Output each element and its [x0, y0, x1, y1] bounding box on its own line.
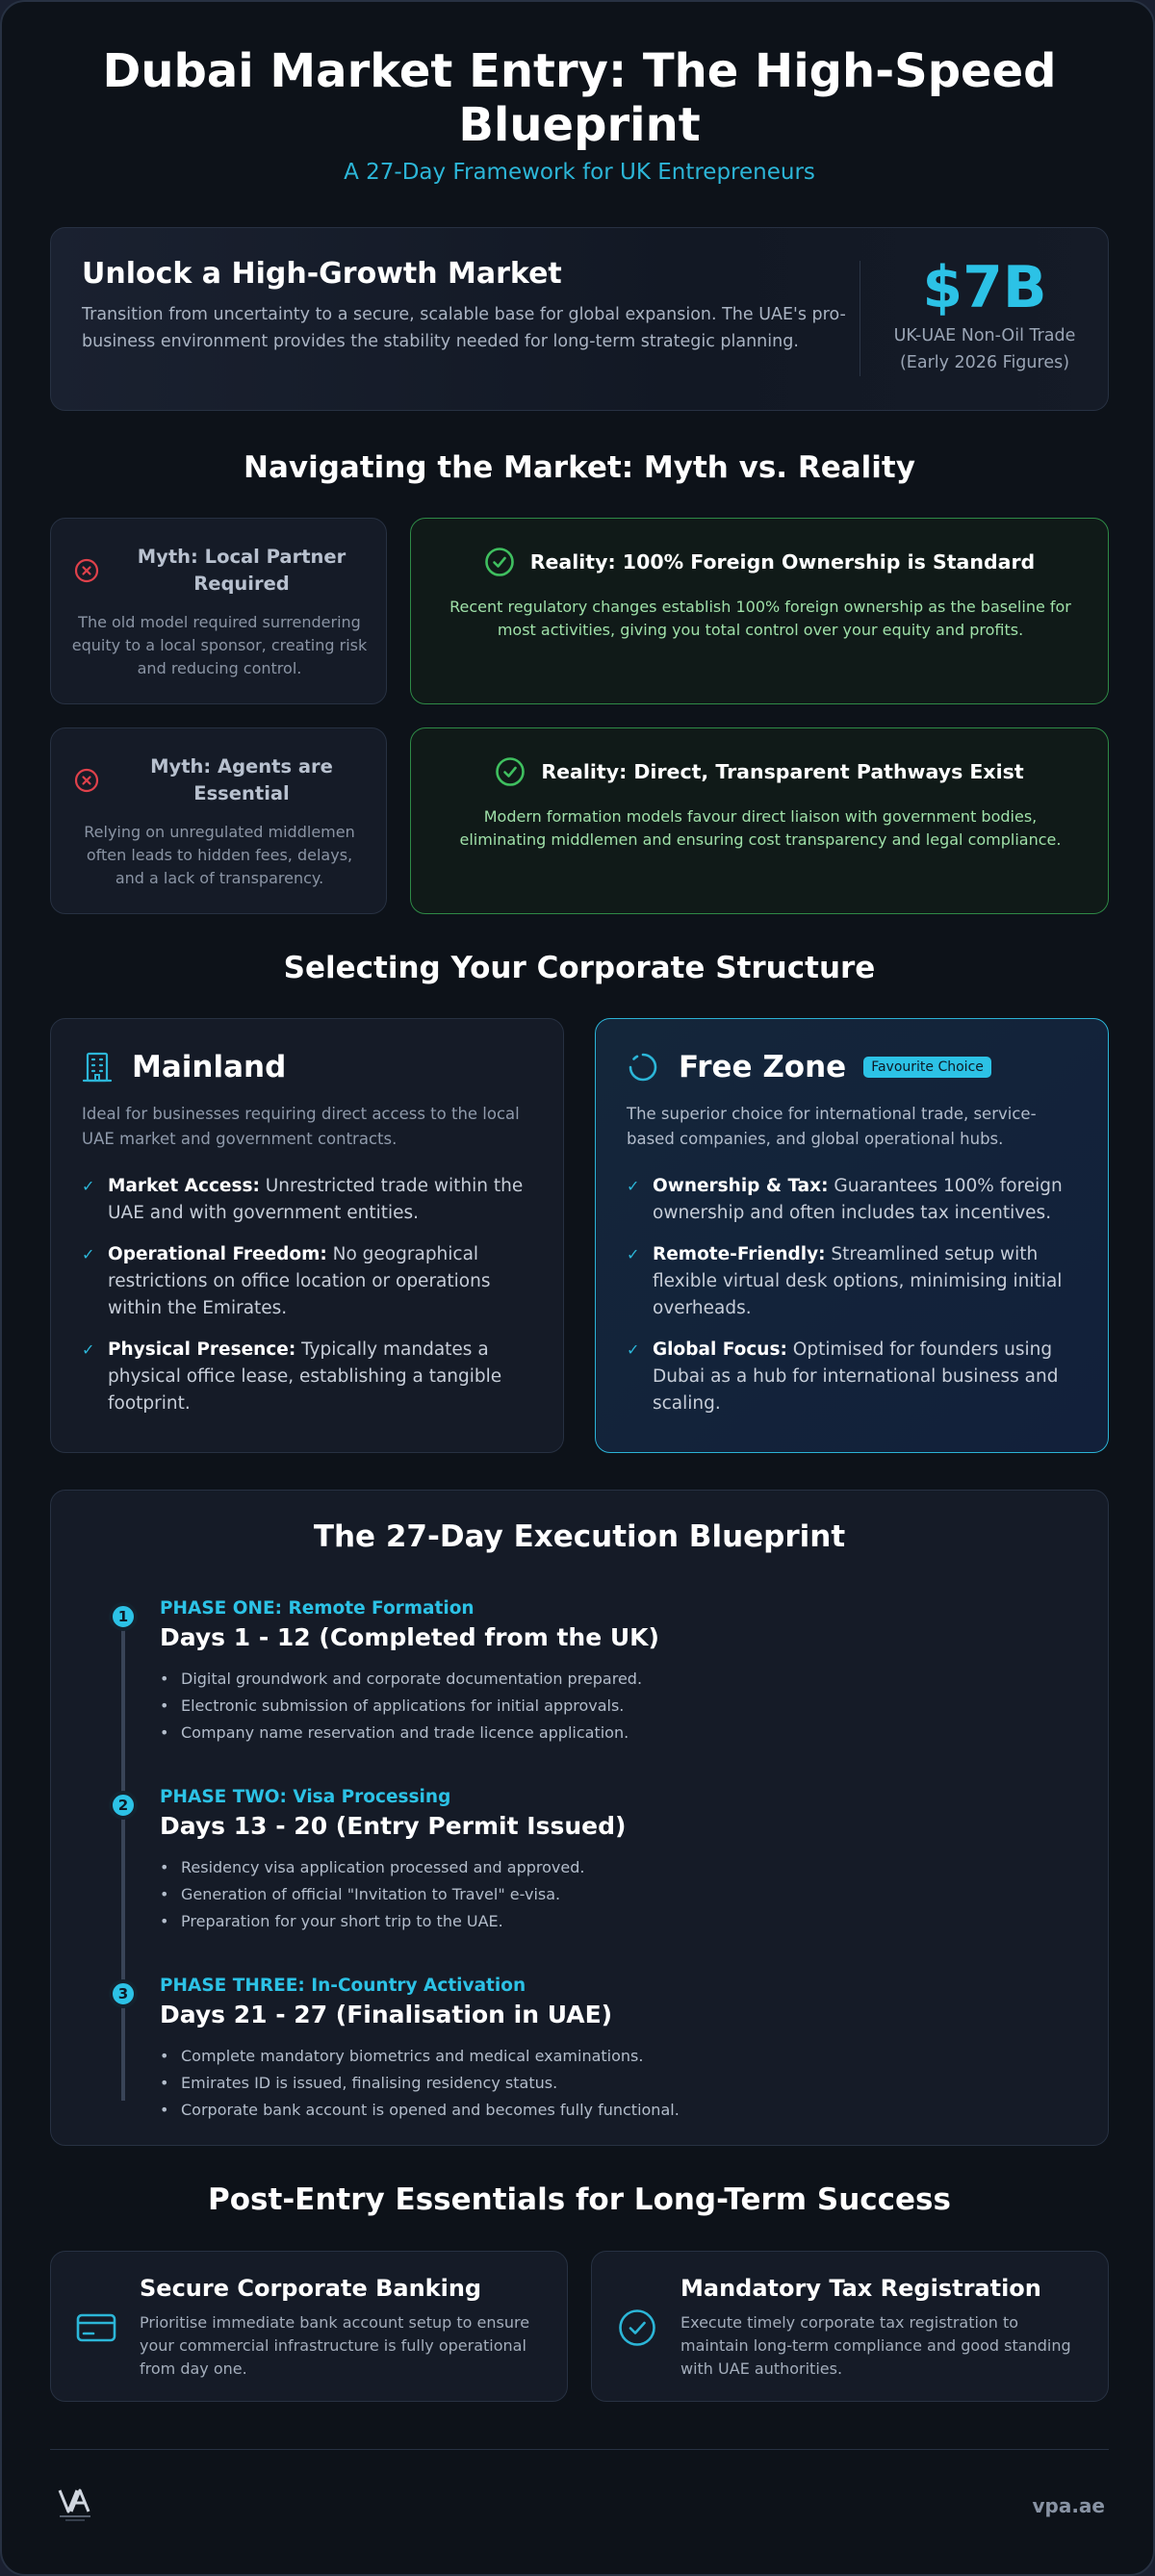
myth-card-agents — [50, 727, 387, 914]
list-item: ✓ Physical Presence: Typically mandates a physical office lease, establishing a tangible footprint. — [82, 1337, 534, 1417]
free-zone-title: Free Zone — [679, 1050, 847, 1084]
mainland-card — [50, 1018, 564, 1453]
trade-stat — [879, 254, 1091, 376]
list-item: • Emirates ID is issued, finalising residency status. — [160, 2070, 680, 2097]
list-item: • Residency visa application processed and approved. — [160, 1854, 584, 1881]
myth-title: Myth: Local Partner Required — [137, 546, 346, 595]
execution-timeline-card — [50, 1490, 1109, 2146]
hero — [2, 44, 1155, 185]
list-item: ✓ Ownership & Tax: Guarantees 100% foreign ownership and often includes tax incentives. — [627, 1173, 1079, 1227]
list-item: • Electronic submission of applications for initial approvals. — [160, 1693, 642, 1720]
structure-section-title: Selecting Your Corporate Structure — [283, 951, 876, 985]
check-icon: ✓ — [82, 1177, 95, 1195]
loader-icon — [627, 1051, 659, 1084]
tax-text: Execute timely corporate tax registration to maintain long-term compliance and good standing with UAE authorities. — [680, 2313, 1071, 2378]
free-zone-card — [595, 1018, 1109, 1453]
reality-text: Recent regulatory changes establish 100% foreign ownership as the baseline for most activities, giving you total control over your equity and profits. — [449, 598, 1071, 639]
phase-label: PHASE ONE: Remote Formation — [160, 1598, 475, 1619]
phase-label: PHASE TWO: Visa Processing — [160, 1787, 451, 1807]
check-circle-icon — [617, 2308, 657, 2348]
list-item: • Complete mandatory biometrics and medical examinations. — [160, 2043, 680, 2070]
myth-title: Myth: Agents are Essential — [150, 755, 333, 804]
unlock-description: Transition from uncertainty to a secure, scalable base for global expansion. The UAE's pro-business environment provides the stability needed for long-term strategic planning. — [82, 305, 846, 351]
credit-card-icon — [76, 2308, 116, 2348]
myth-text: Relying on unregulated middlemen often leads to hidden fees, delays, and a lack of transparency. — [84, 823, 355, 887]
check-icon: ✓ — [82, 1245, 95, 1263]
phase-number: 2 — [109, 1791, 138, 1820]
vpa-logo — [56, 2485, 94, 2523]
phase-task-list — [160, 1666, 642, 1747]
trade-stat-value: $7B — [922, 254, 1047, 321]
check-icon: ✓ — [627, 1177, 640, 1195]
myth-card-local-partner — [50, 518, 387, 704]
check-icon: ✓ — [82, 1340, 95, 1359]
reality-title: Reality: 100% Foreign Ownership is Standard — [529, 550, 1036, 574]
list-item: ✓ Global Focus: Optimised for founders using Dubai as a hub for international business and scaling. — [627, 1337, 1079, 1417]
check-circle-icon — [484, 547, 515, 577]
footer-divider — [50, 2449, 1109, 2450]
free-zone-feature-list — [627, 1173, 1079, 1432]
phase-heading: Days 21 - 27 (Finalisation in UAE) — [160, 2001, 613, 2028]
timeline-title: The 27-Day Execution Blueprint — [313, 1519, 846, 1554]
building-icon — [82, 1051, 113, 1084]
list-item: • Digital groundwork and corporate documentation prepared. — [160, 1666, 642, 1693]
check-icon: ✓ — [627, 1245, 640, 1263]
mainland-description: Ideal for businesses requiring direct access to the local UAE market and government contracts. — [82, 1105, 520, 1148]
trade-stat-label: UK-UAE Non-Oil Trade — [893, 326, 1076, 345]
list-item: • Generation of official "Invitation to Travel" e-visa. — [160, 1881, 584, 1908]
check-icon: ✓ — [627, 1340, 640, 1359]
trade-stat-note: (Early 2026 Figures) — [899, 353, 1070, 372]
phase-heading: Days 1 - 12 (Completed from the UK) — [160, 1623, 659, 1651]
tax-title: Mandatory Tax Registration — [680, 2275, 1041, 2302]
reality-title: Reality: Direct, Transparent Pathways Exist — [541, 760, 1024, 783]
phase-heading: Days 13 - 20 (Entry Permit Issued) — [160, 1812, 627, 1840]
tax-card — [591, 2251, 1109, 2402]
essentials-section-title: Post-Entry Essentials for Long-Term Success — [208, 2182, 951, 2217]
list-item: • Corporate bank account is opened and becomes fully functional. — [160, 2097, 680, 2124]
list-item: ✓ Remote-Friendly: Streamlined setup with flexible virtual desk options, minimising initial overheads. — [627, 1241, 1079, 1322]
banking-card — [50, 2251, 568, 2402]
page-subtitle: A 27-Day Framework for UK Entrepreneurs — [344, 160, 815, 185]
phase-number: 1 — [109, 1602, 138, 1631]
reality-text: Modern formation models favour direct liaison with government bodies, eliminating middlemen and ensuring cost transparency and legal compliance. — [459, 807, 1062, 849]
reality-card-foreign-ownership — [410, 518, 1109, 704]
page-title: Dubai Market Entry: The High-Speed Blueprint — [102, 44, 1057, 152]
mainland-title: Mainland — [132, 1050, 287, 1084]
phase-task-list — [160, 1854, 584, 1935]
myth-text: The old model required surrendering equity to a local sponsor, creating risk and reducing control. — [71, 613, 368, 677]
unlock-title: Unlock a High-Growth Market — [82, 257, 562, 291]
myths-section-title: Navigating the Market: Myth vs. Reality — [244, 450, 915, 485]
banking-title: Secure Corporate Banking — [140, 2275, 482, 2302]
phase-task-list — [160, 2043, 680, 2124]
banking-text: Prioritise immediate bank account setup to ensure your commercial infrastructure is fully operational from day one. — [140, 2313, 530, 2378]
reality-card-transparent-pathways — [410, 727, 1109, 914]
free-zone-description: The superior choice for international trade, service-based companies, and global operational hubs. — [627, 1105, 1037, 1148]
x-circle-icon — [74, 768, 99, 793]
unlock-card — [50, 227, 1109, 411]
list-item: ✓ Operational Freedom: No geographical restrictions on office location or operations within the Emirates. — [82, 1241, 534, 1322]
x-circle-icon — [74, 558, 99, 583]
mainland-feature-list — [82, 1173, 534, 1432]
list-item: • Preparation for your short trip to the UAE. — [160, 1908, 584, 1935]
phase-label: PHASE THREE: In-Country Activation — [160, 1976, 526, 1996]
timeline-line — [121, 1620, 125, 2101]
list-item: • Company name reservation and trade licence application. — [160, 1720, 642, 1747]
list-item: ✓ Market Access: Unrestricted trade within the UAE and with government entities. — [82, 1173, 534, 1227]
phase-number: 3 — [109, 1979, 138, 2008]
check-circle-icon — [495, 756, 526, 787]
footer-domain-link[interactable]: vpa.ae — [1032, 2494, 1105, 2517]
favourite-badge: Favourite Choice — [863, 1057, 991, 1078]
